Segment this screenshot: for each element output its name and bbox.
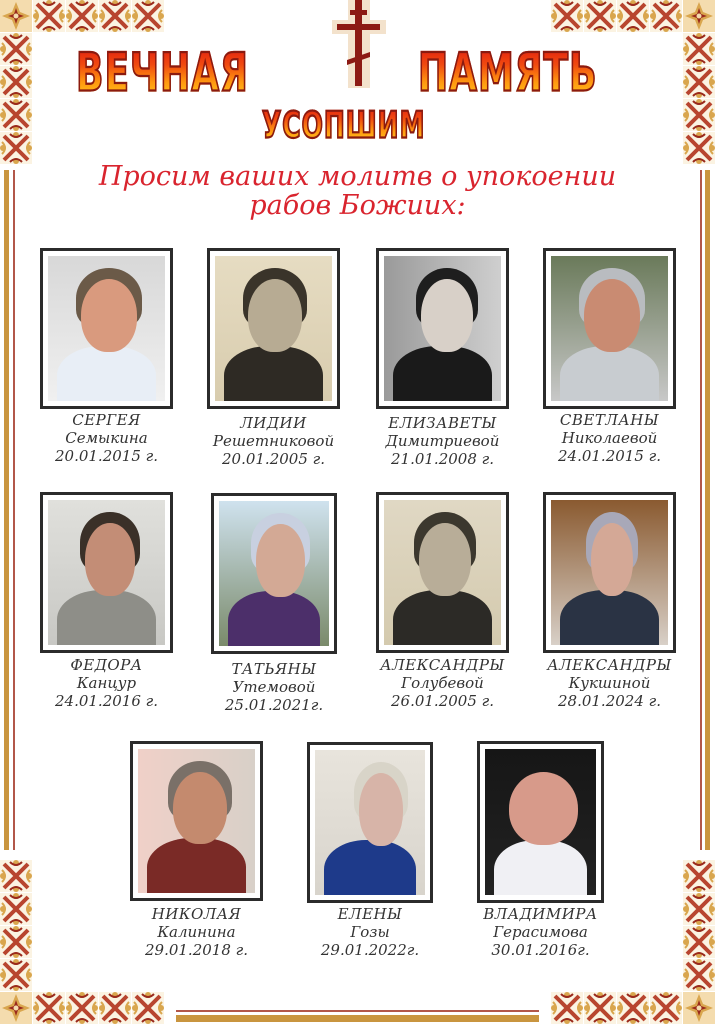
ornament-tile-icon [33,0,65,32]
ornament-corner-icon [0,0,32,32]
person-date: 20.01.2005 г. [221,450,325,468]
portrait-face [509,772,578,845]
ornament-tile-icon [551,992,583,1024]
portrait-face [584,279,640,352]
ornament-tile-icon [683,132,715,164]
ornament-tile-icon [584,0,616,32]
person-surname: Кукшиной [568,674,651,692]
person-first-name: СВЕТЛАНЫ [559,411,660,429]
person-first-name: АЛЕКСАНДРЫ [547,656,672,674]
person-first-name: СЕРГЕЯ [72,411,141,429]
portrait-photo [48,500,165,645]
ornament-tile-icon [683,99,715,131]
portrait-body [147,838,245,893]
ornament-tile-icon [0,860,32,892]
ornament-tile-icon [66,0,98,32]
portrait-body [228,591,320,646]
person-surname: Решетниковой [212,432,335,450]
portrait-photo [384,500,501,645]
portrait-body [393,590,491,645]
photo-frame [376,492,509,653]
right-border-gold [705,170,710,850]
photo-frame [376,248,509,409]
portrait-photo [551,500,668,645]
bottom-border-gold [176,1015,539,1022]
ornament-tile-icon [0,132,32,164]
memorial-caption [112,905,282,959]
left-border-gold [4,170,9,850]
person-date: 30.01.2016г. [491,941,590,959]
photo-frame [40,492,173,653]
person-date: 20.01.2015 г. [54,447,158,465]
right-border-brown [700,170,702,850]
title-left: ВЕЧНАЯ [76,44,249,104]
person-surname: Голубевой [401,674,484,692]
ornament-tile-icon [0,926,32,958]
ornament-corner-icon [683,0,715,32]
person-surname: Герасимова [493,923,588,941]
portrait-photo [48,256,165,401]
portrait-face [421,279,472,352]
memorial-caption [189,660,359,714]
memorial-caption [525,411,695,465]
person-first-name: ФЕДОРА [70,656,143,674]
portrait-face [85,523,134,596]
person-date: 25.01.2021г. [224,696,324,714]
ornament-tile-icon [683,860,715,892]
photo-frame [207,248,340,409]
memorial-caption [358,414,528,468]
portrait-body [560,346,658,401]
portrait-face [256,524,304,597]
ornament-tile-icon [650,992,682,1024]
portrait-body [393,346,491,401]
photo-frame [40,248,173,409]
left-border-brown [13,170,15,850]
ornament-tile-icon [683,66,715,98]
portrait-face [359,773,403,846]
title-right: ПАМЯТЬ [418,44,598,104]
person-surname: Канцур [76,674,137,692]
prayer-line-2: рабов Божиих: [249,190,466,221]
portrait-body [57,590,155,645]
memorial-caption [456,905,626,959]
person-surname: Николаевой [561,429,658,447]
memorial-caption [189,414,359,468]
ornament-tile-icon [0,959,32,991]
portrait-photo [485,749,596,895]
portrait-photo [551,256,668,401]
person-first-name: АЛЕКСАНДРЫ [380,656,505,674]
person-date: 21.01.2008 г. [390,450,494,468]
portrait-photo [138,749,255,893]
ornament-tile-icon [683,893,715,925]
person-first-name: ЕЛИЗАВЕТЫ [388,414,497,432]
portrait-body [494,840,587,895]
portrait-body [224,346,322,401]
portrait-face [248,279,302,352]
portrait-face [173,772,227,844]
ornament-tile-icon [584,992,616,1024]
person-date: 24.01.2015 г. [557,447,661,465]
person-first-name: ТАТЬЯНЫ [231,660,317,678]
portrait-photo [215,256,332,401]
memorial-caption [285,905,455,959]
memorial-caption [525,656,695,710]
ornament-tile-icon [0,33,32,65]
ornament-tile-icon [683,926,715,958]
memorial-caption [22,656,192,710]
person-surname: Гозы [350,923,390,941]
person-date: 26.01.2005 г. [390,692,494,710]
ornament-tile-icon [650,0,682,32]
person-date: 29.01.2018 г. [144,941,248,959]
prayer-line-1: Просим ваших молитв о упокоении [98,161,617,192]
ornament-tile-icon [132,0,164,32]
portrait-photo [219,501,329,646]
portrait-body [57,346,155,401]
ornament-tile-icon [33,992,65,1024]
ornament-corner-icon [683,992,715,1024]
portrait-face [81,279,137,352]
portrait-photo [315,750,425,895]
person-surname: Димитриевой [385,432,500,450]
person-surname: Калинина [157,923,236,941]
person-date: 29.01.2022г. [320,941,420,959]
ornament-corner-icon [0,992,32,1024]
photo-frame [543,248,676,409]
person-first-name: ВЛАДИМИРА [483,905,598,923]
ornament-tile-icon [0,66,32,98]
portrait-body [324,840,416,895]
memorial-caption [358,656,528,710]
photo-frame [477,741,604,903]
memorial-caption [22,411,192,465]
person-date: 24.01.2016 г. [54,692,158,710]
photo-frame [130,741,263,901]
ornament-tile-icon [0,99,32,131]
portrait-face [591,523,633,596]
bottom-border-brown [176,1010,539,1012]
ornament-tile-icon [99,992,131,1024]
portrait-face [419,523,470,596]
person-first-name: ЕЛЕНЫ [337,905,403,923]
ornament-tile-icon [683,959,715,991]
portrait-photo [384,256,501,401]
photo-frame [307,742,433,903]
ornament-tile-icon [683,33,715,65]
portrait-body [560,590,658,645]
ornament-tile-icon [66,992,98,1024]
ornament-tile-icon [99,0,131,32]
orthodox-cross-icon [328,0,390,90]
photo-frame [211,493,337,654]
ornament-tile-icon [617,0,649,32]
person-surname: Семыкина [65,429,148,447]
person-surname: Утемовой [232,678,316,696]
photo-frame [543,492,676,653]
person-first-name: ЛИДИИ [240,414,307,432]
ornament-tile-icon [617,992,649,1024]
person-first-name: НИКОЛАЯ [151,905,242,923]
title-subtitle: УСОПШИМ [262,104,426,147]
ornament-tile-icon [0,893,32,925]
ornament-tile-icon [132,992,164,1024]
ornament-tile-icon [551,0,583,32]
person-date: 28.01.2024 г. [557,692,661,710]
